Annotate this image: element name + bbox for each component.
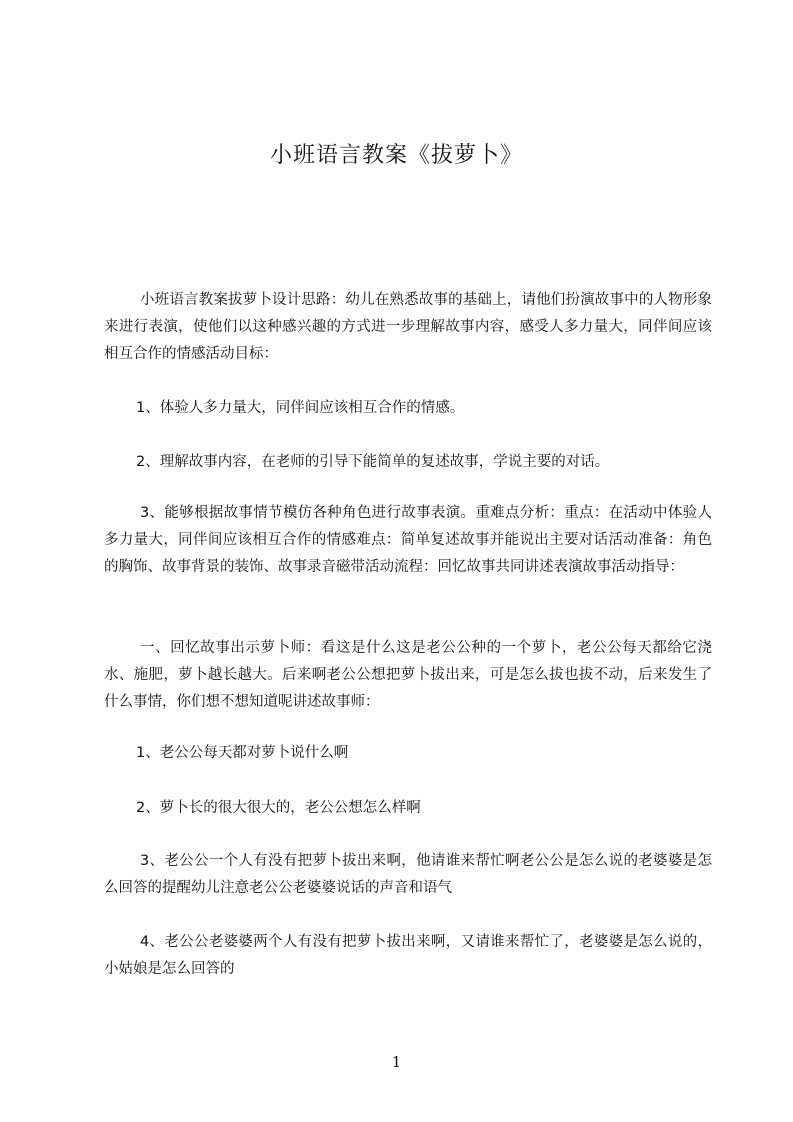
question-item-2: 2、萝卜长的很大很大的，老公公想怎么样啊 [136, 800, 421, 816]
goal-item-2: 2、理解故事内容，在老师的引导下能简单的复述故事，学说主要的对话。 [136, 454, 610, 470]
document-title: 小班语言教案《拔萝卜》 [269, 143, 523, 168]
page-number: 1 [391, 1053, 402, 1071]
section-1-paragraph: 一、回忆故事出示萝卜师：看这是什么这是老公公种的一个萝卜，老公公每天都给它浇水、施肥，萝卜越长越大。后来啊老公公想把萝卜拔出来，可是怎么拔也拔不动，后来发生了什么事情，你们想不想知道呢讲述故事师： [104, 640, 712, 710]
question-item-3: 3、老公公一个人有没有把萝卜拔出来啊，他请谁来帮忙啊老公公是怎么说的老婆婆是怎么回答的提醒幼儿注意老公公老婆婆说话的声音和语气 [104, 853, 712, 896]
goal-item-1: 1、体验人多力量大，同伴间应该相互合作的情感。 [136, 400, 465, 416]
goal-item-3: 3、能够根据故事情节模仿各种角色进行故事表演。重难点分析：重点：在活动中体验人多力量大，同伴间应该相互合作的情感难点：简单复述故事并能说出主要对话活动准备：角色的胸饰、故事背景的装饰、故事录音磁带活动流程：回忆故事共同讲述表演故事活动指导： [104, 505, 712, 575]
intro-paragraph: 小班语言教案拔萝卜设计思路：幼儿在熟悉故事的基础上，请他们扮演故事中的人物形象来进行表演，使他们以这种感兴趣的方式进一步理解故事内容，感受人多力量大，同伴间应该相互合作的情感活动目标： [104, 292, 712, 362]
question-item-1: 1、老公公每天都对萝卜说什么啊 [136, 745, 349, 761]
question-item-4: 4、老公公老婆婆两个人有没有把萝卜拔出来啊，又请谁来帮忙了，老婆婆是怎么说的，小姑娘是怎么回答的 [104, 934, 712, 977]
